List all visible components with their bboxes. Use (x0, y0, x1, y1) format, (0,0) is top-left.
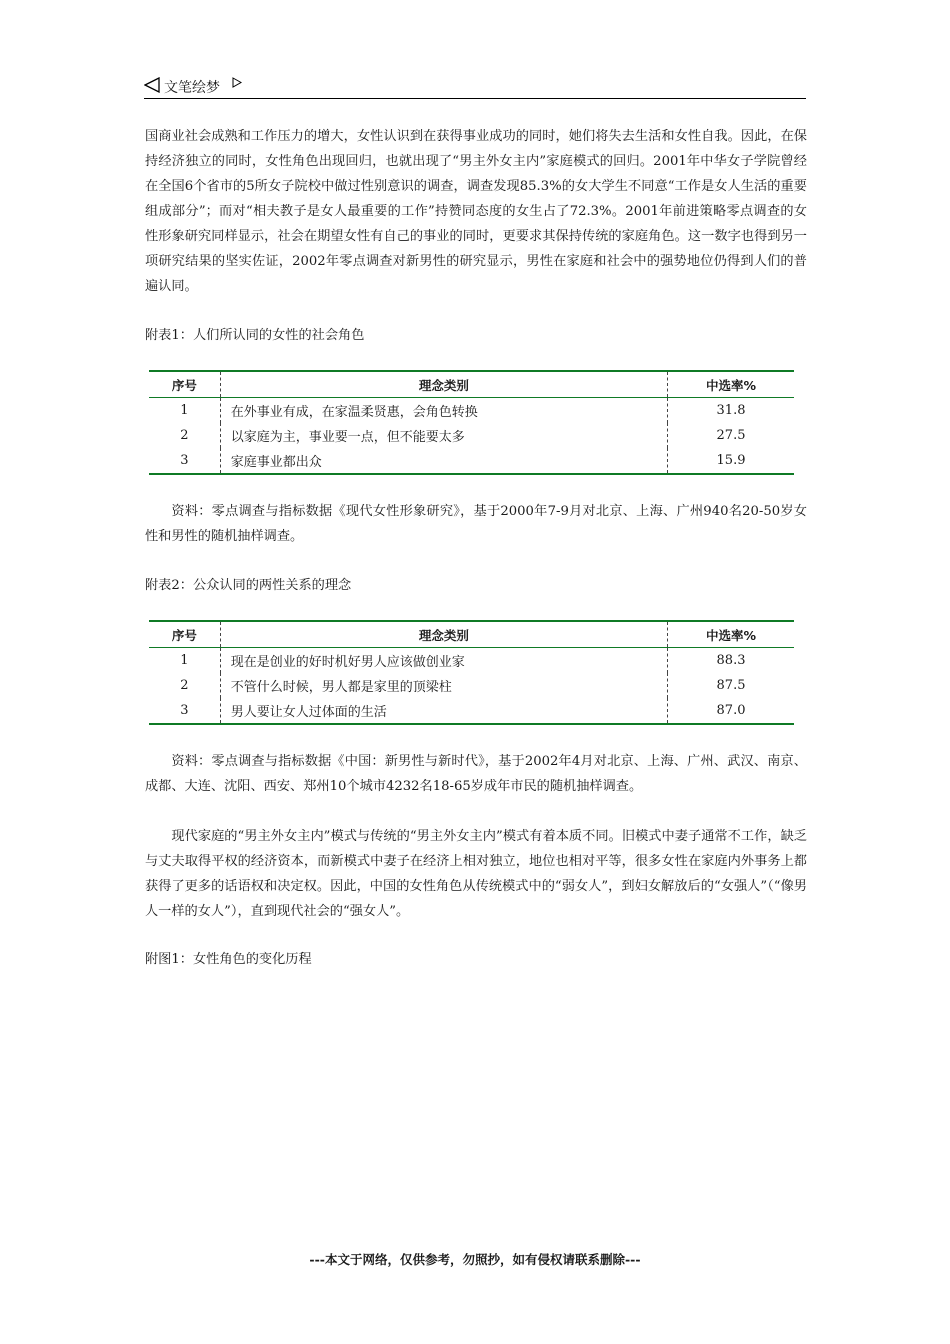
table-cell-index: 2 (180, 428, 189, 443)
table-row (149, 398, 794, 424)
table2-source: 资料：零点调查与指标数据《中国：新男性与新时代》，基于2002年4月对北京、上海、广州、武汉、南京、成都、大连、沈阳、西安、郑州10个城市4232名18-65岁成年市民的随机抽样调查。 (145, 754, 807, 794)
table2 (149, 620, 794, 725)
table-cell-concept: 现在是创业的好时机好男人应该做创业家 (220, 648, 667, 674)
table-cell-rate: 31.8 (716, 403, 746, 418)
table2-header-row (149, 621, 794, 648)
table2-header-rate: 中选率% (668, 621, 794, 648)
table-row (149, 423, 794, 448)
table1-header-rate: 中选率% (668, 371, 794, 398)
table-cell-rate: 88.3 (716, 653, 746, 668)
table-cell-index: 2 (180, 678, 189, 693)
table2-header-index: 序号 (149, 621, 220, 648)
table1-header-concept: 理念类别 (220, 371, 667, 398)
page-header (144, 74, 806, 99)
figure1-caption: 附图1：女性角色的变化历程 (145, 952, 312, 967)
table1-header-row (149, 371, 794, 398)
triangle-left-icon (144, 77, 160, 93)
body-paragraph-modern: 现代家庭的“男主外女主内”模式与传统的“男主外女主内”模式有着本质不同。旧模式中妻子通常不工作，缺乏与丈夫取得平权的经济资本，而新模式中妻子在经济上相对独立，地位也相对平等，很多女性在家庭内外事务上都获得了更多的话语权和决定权。因此，中国的女性角色从传统模式中的“弱女人”，到妇女解放后的“女强人”（“像男人一样的女人”），直到现代社会的“强女人”。 (145, 829, 807, 919)
page-footer: ---本文于网络，仅供参考，勿照抄，如有侵权请联系删除--- (309, 1252, 641, 1267)
table-cell-index: 3 (180, 703, 189, 718)
table1-caption: 附表1：人们所认同的女性的社会角色 (145, 328, 365, 343)
table-cell-concept: 在外事业有成，在家温柔贤惠，会角色转换 (220, 398, 667, 424)
table1-source: 资料：零点调查与指标数据《现代女性形象研究》，基于2000年7-9月对北京、上海、广州940名20-50岁女性和男性的随机抽样调查。 (145, 504, 807, 544)
table-cell-rate: 87.5 (716, 678, 746, 693)
table2-caption: 附表2：公众认同的两性关系的理念 (145, 578, 352, 593)
table-row (149, 648, 794, 674)
table-cell-rate: 15.9 (716, 453, 746, 468)
table-row (149, 448, 794, 474)
table-cell-index: 3 (180, 453, 189, 468)
table-cell-concept: 以家庭为主，事业要一点，但不能要太多 (220, 423, 667, 448)
table-cell-concept: 男人要让女人过体面的生活 (220, 698, 667, 724)
table-cell-concept: 不管什么时候，男人都是家里的顶梁柱 (220, 673, 667, 698)
body-paragraph-1: 国商业社会成熟和工作压力的增大，女性认识到在获得事业成功的同时，她们将失去生活和女性自我。因此，在保持经济独立的同时，女性角色出现回归，也就出现了“男主外女主内”家庭模式的回归。2001年中华女子学院曾经在全国6个省市的5所女子院校中做过性别意识的调查，调查发现85.3%的女大学生不同意“工作是女人生活的重要组成部分”；而对“相夫教子是女人最重要的工作”持赞同态度的女生占了72.3%。2001年前进策略零点调查的女性形象研究同样显示，社会在期望女性有自己的事业的同时，更要求其保持传统的家庭角色。这一数字也得到另一项研究结果的坚实佐证，2002年零点调查对新男性的研究显示，男性在家庭和社会中的强势地位仍得到人们的普遍认同。 (145, 129, 807, 294)
table-cell-concept: 家庭事业都出众 (220, 448, 667, 474)
triangle-right-icon (232, 77, 242, 88)
table1 (149, 370, 794, 475)
table1-header-index: 序号 (149, 371, 220, 398)
header-title: 文笔绘梦 (164, 80, 220, 96)
table-cell-index: 1 (180, 653, 189, 668)
table-row (149, 698, 794, 724)
table2-header-concept: 理念类别 (220, 621, 667, 648)
table-cell-rate: 27.5 (716, 428, 746, 443)
table-cell-rate: 87.0 (716, 703, 746, 718)
table-cell-index: 1 (180, 403, 189, 418)
table-row (149, 673, 794, 698)
